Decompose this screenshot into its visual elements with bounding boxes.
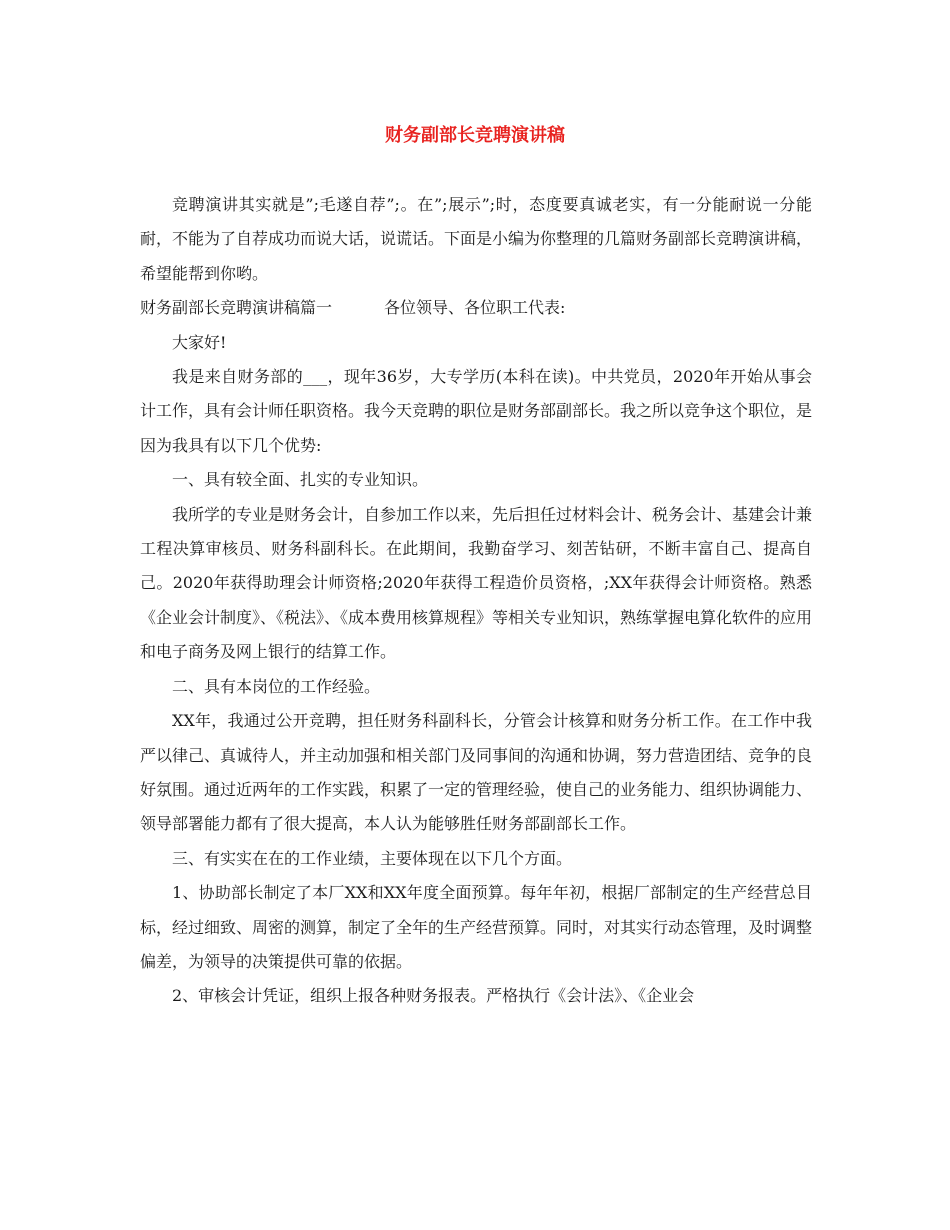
point-two-heading: 二、具有本岗位的工作经验。	[172, 676, 381, 696]
section-heading: 财务副部长竞聘演讲稿篇一	[140, 298, 333, 318]
section-heading-line	[140, 291, 812, 325]
document-body	[140, 188, 812, 1014]
self-introduction-paragraph: 我是来自财务部的___，现年36岁，大专学历(本科在读)。中共党员，2020年开始从事会计工作，具有会计师任职资格。我今天竞聘的职位是财务部副部长。我之所以竞争这个职位，是因为我具有以下几个优势:	[140, 367, 813, 455]
salutation: 各位领导、各位职工代表:	[384, 298, 566, 318]
achievement-one-paragraph: 1、协助部长制定了本厂XX和XX年度全面预算。每年年初，根据厂部制定的生产经营总目标，经过细致、周密的测算，制定了全年的生产经营预算。同时，对其实行动态管理，及时调整偏差，为领导的决策提供可靠的依据。	[140, 883, 813, 971]
greeting-paragraph: 大家好!	[172, 332, 227, 352]
point-one-heading: 一、具有较全面、扎实的专业知识。	[172, 470, 429, 490]
intro-paragraph: 竞聘演讲其实就是”;毛遂自荐”;。在”;展示”;时，态度要真诚老实，有一分能耐说一分能耐，不能为了自荐成功而说大话，说谎话。下面是小编为你整理的几篇财务副部长竞聘演讲稿，希望能帮到你哟。	[140, 195, 813, 283]
point-two-paragraph: XX年，我通过公开竞聘，担任财务科副科长，分管会计核算和财务分析工作。在工作中我严以律己、真诚待人，并主动加强和相关部门及同事间的沟通和协调，努力营造团结、竞争的良好氛围。通过近两年的工作实践，积累了一定的管理经验，使自己的业务能力、组织协调能力、领导部署能力都有了很大提高，本人认为能够胜任财务部副部长工作。	[140, 711, 813, 834]
achievement-two-paragraph: 2、审核会计凭证，组织上报各种财务报表。严格执行《会计法》、《企业会	[172, 986, 695, 1006]
document-title: 财务副部长竞聘演讲稿	[385, 125, 565, 146]
point-three-heading: 三、有实实在在的工作业绩，主要体现在以下几个方面。	[172, 848, 573, 868]
point-one-paragraph: 我所学的专业是财务会计，自参加工作以来，先后担任过材料会计、税务会计、基建会计兼工程决算审核员、财务科副科长。在此期间，我勤奋学习、刻苦钻研，不断丰富自己、提高自己。2020年获得助理会计师资格;2020年获得工程造价员资格，;XX年获得会计师资格。熟悉《企业会计制度》、《税法》、《成本费用核算规程》等相关专业知识，熟练掌握电算化软件的应用和电子商务及网上银行的结算工作。	[140, 504, 813, 662]
